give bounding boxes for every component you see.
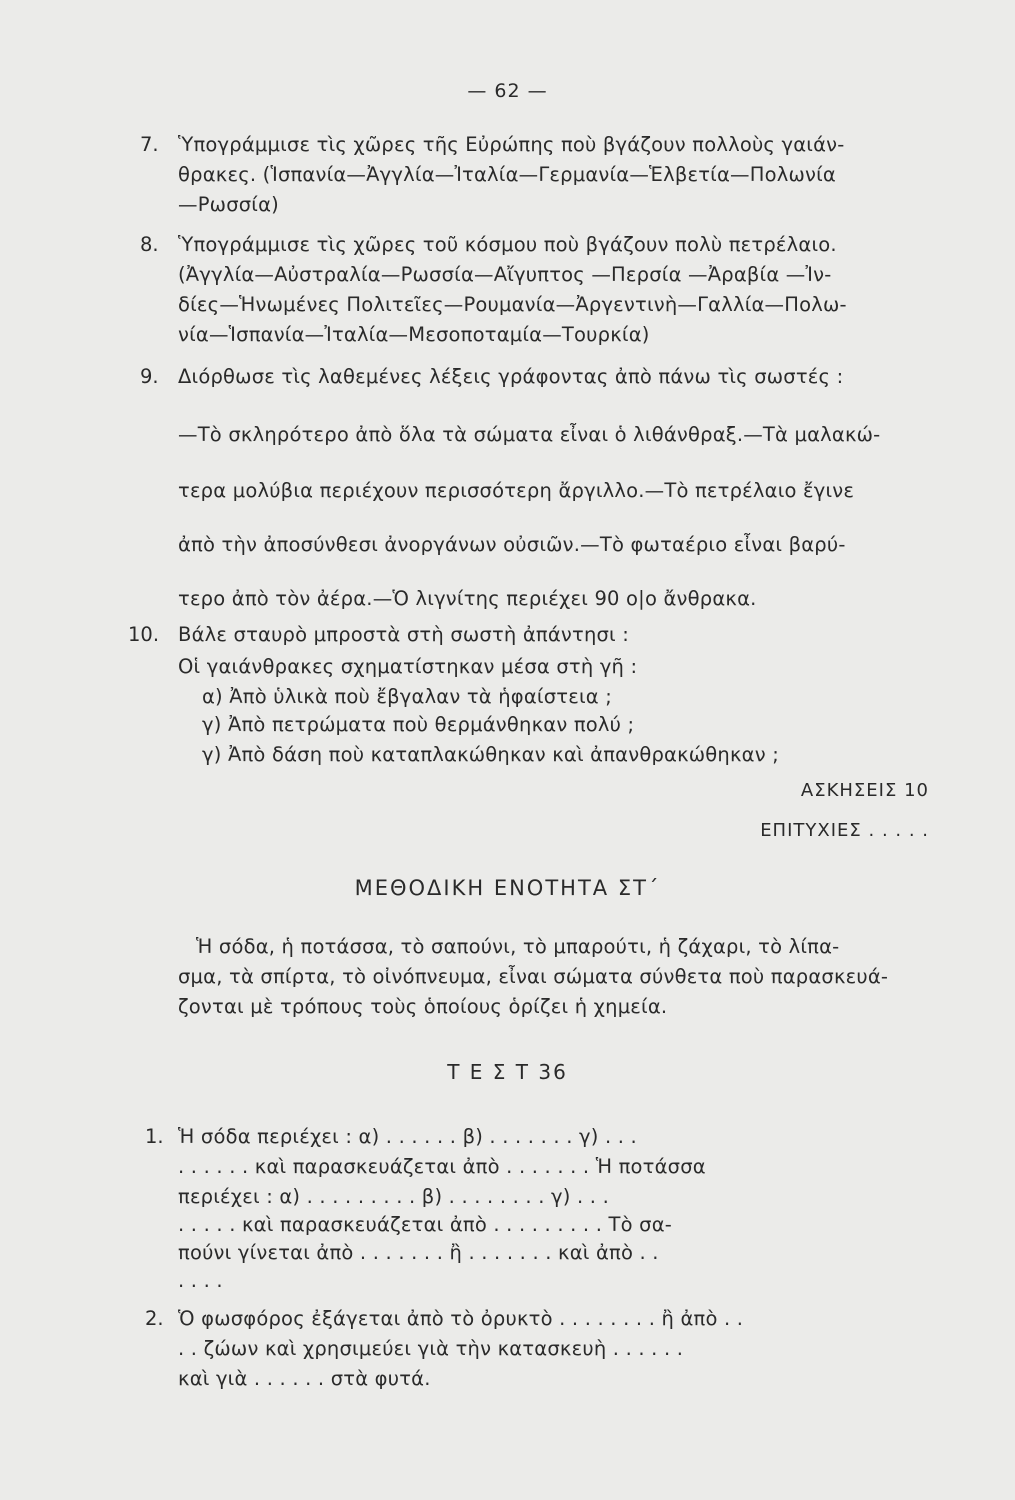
intro-line: ζονται μὲ τρόπους τοὺς ὁποίους ὁρίζει ἡ χημεία. [178,995,668,1018]
test-q1-line: πούνι γίνεται ἀπὸ . . . . . . . ἢ . . . . . . . καὶ ἀπὸ . . [178,1241,659,1264]
item-8-number: 8. [140,233,159,256]
intro-line: Ἡ σόδα, ἡ ποτάσσα, τὸ σαπούνι, τὸ μπαρούτι, ἡ ζάχαρι, τὸ λίπα- [196,935,840,958]
test-q2-number: 2. [145,1307,164,1330]
test-q2-line: Ὁ φωσφόρος ἐξάγεται ἀπὸ τὸ ὀρυκτὸ . . . . . . . . ἢ ἀπὸ . . [178,1307,744,1330]
intro-line: σμα, τὰ σπίρτα, τὸ οἰνόπνευμα, εἶναι σώματα σύνθετα ποὺ παρασκευά- [178,965,889,988]
test-title: Τ Ε Σ Τ 36 [447,1060,568,1084]
item-10-option: γ) Ἀπὸ πετρώματα ποὺ θερμάνθηκαν πολύ ; [202,713,635,736]
item-10-option: α) Ἀπὸ ὑλικὰ ποὺ ἔβγαλαν τὰ ἡφαίστεια ; [202,685,612,708]
item-7-line: Ὑπογράμμισε τὶς χῶρες τῆς Εὐρώπης ποὺ βγάζουν πολλοὺς γαιάν- [178,133,845,156]
section-title: ΜΕΘΟΔΙΚΗ ΕΝΟΤΗΤΑ ΣΤ΄ [354,876,661,900]
item-9-line: ἀπὸ τὴν ἀποσύνθεσι ἀνοργάνων οὐσιῶν.—Τὸ φωταέριο εἶναι βαρύ- [178,533,846,556]
successes-count: ΕΠΙΤΥΧΙΕΣ . . . . . [760,820,929,841]
item-10-number: 10. [128,623,160,646]
test-q1-line: . . . . [178,1269,223,1292]
item-9-line: τερο ἀπὸ τὸν ἀέρα.—Ὁ λιγνίτης περιέχει 90 ο|ο ἄνθρακα. [178,587,757,610]
item-8-line: νία—Ἱσπανία—Ἰταλία—Μεσοποταμία—Τουρκία) [178,323,650,346]
test-q1-line: . . . . . . καὶ παρασκευάζεται ἀπὸ . . . . . . . Ἡ ποτάσσα [178,1155,706,1178]
item-9-line: Διόρθωσε τὶς λαθεμένες λέξεις γράφοντας ἀπὸ πάνω τὶς σωστές : [178,365,844,388]
test-q1-line: Ἡ σόδα περιέχει : α) . . . . . . β) . . . . . . . γ) . . . [178,1125,637,1148]
item-9-number: 9. [140,365,159,388]
item-9-line: —Τὸ σκληρότερο ἀπὸ ὅλα τὰ σώματα εἶναι ὁ λιθάνθραξ.—Τὰ μαλακώ- [178,423,881,446]
item-7-line: θρακες. (Ἱσπανία—Ἀγγλία—Ἰταλία—Γερμανία—Ἑλβετία—Πολωνία [178,163,836,186]
item-10-line: Βάλε σταυρὸ μπροστὰ στὴ σωστὴ ἀπάντησι : [178,623,630,646]
test-q1-line: περιέχει : α) . . . . . . . . . β) . . . . . . . . γ) . . . [178,1185,609,1208]
item-8-line: (Ἀγγλία—Αὐστραλία—Ρωσσία—Αἴγυπτος —Περσία —Ἀραβία —Ἰν- [178,263,832,286]
page-number: — 62 — [467,80,548,102]
test-q2-line: . . ζώων καὶ χρησιμεύει γιὰ τὴν κατασκευὴ . . . . . . [178,1337,684,1360]
exercises-count: ΑΣΚΗΣΕΙΣ 10 [800,780,929,801]
item-10-option: γ) Ἀπὸ δάση ποὺ καταπλακώθηκαν καὶ ἀπανθρακώθηκαν ; [202,743,779,766]
item-10-line: Οἱ γαιάνθρακες σχηματίστηκαν μέσα στὴ γῆ : [178,655,638,678]
test-q1-line: . . . . . καὶ παρασκευάζεται ἀπὸ . . . . . . . . . Τὸ σα- [178,1213,673,1236]
item-9-line: τερα μολύβια περιέχουν περισσότερη ἄργιλλο.—Τὸ πετρέλαιο ἔγινε [178,479,855,502]
test-q2-line: καὶ γιὰ . . . . . . στὰ φυτά. [178,1367,431,1390]
item-7-number: 7. [140,133,159,156]
item-8-line: δίες—Ἡνωμένες Πολιτεῖες—Ρουμανία—Ἀργεντινὴ—Γαλλία—Πολω- [178,293,847,316]
item-8-line: Ὑπογράμμισε τὶς χῶρες τοῦ κόσμου ποὺ βγάζουν πολὺ πετρέλαιο. [178,233,837,256]
item-7-line: —Ρωσσία) [178,193,279,216]
test-q1-number: 1. [145,1125,164,1148]
